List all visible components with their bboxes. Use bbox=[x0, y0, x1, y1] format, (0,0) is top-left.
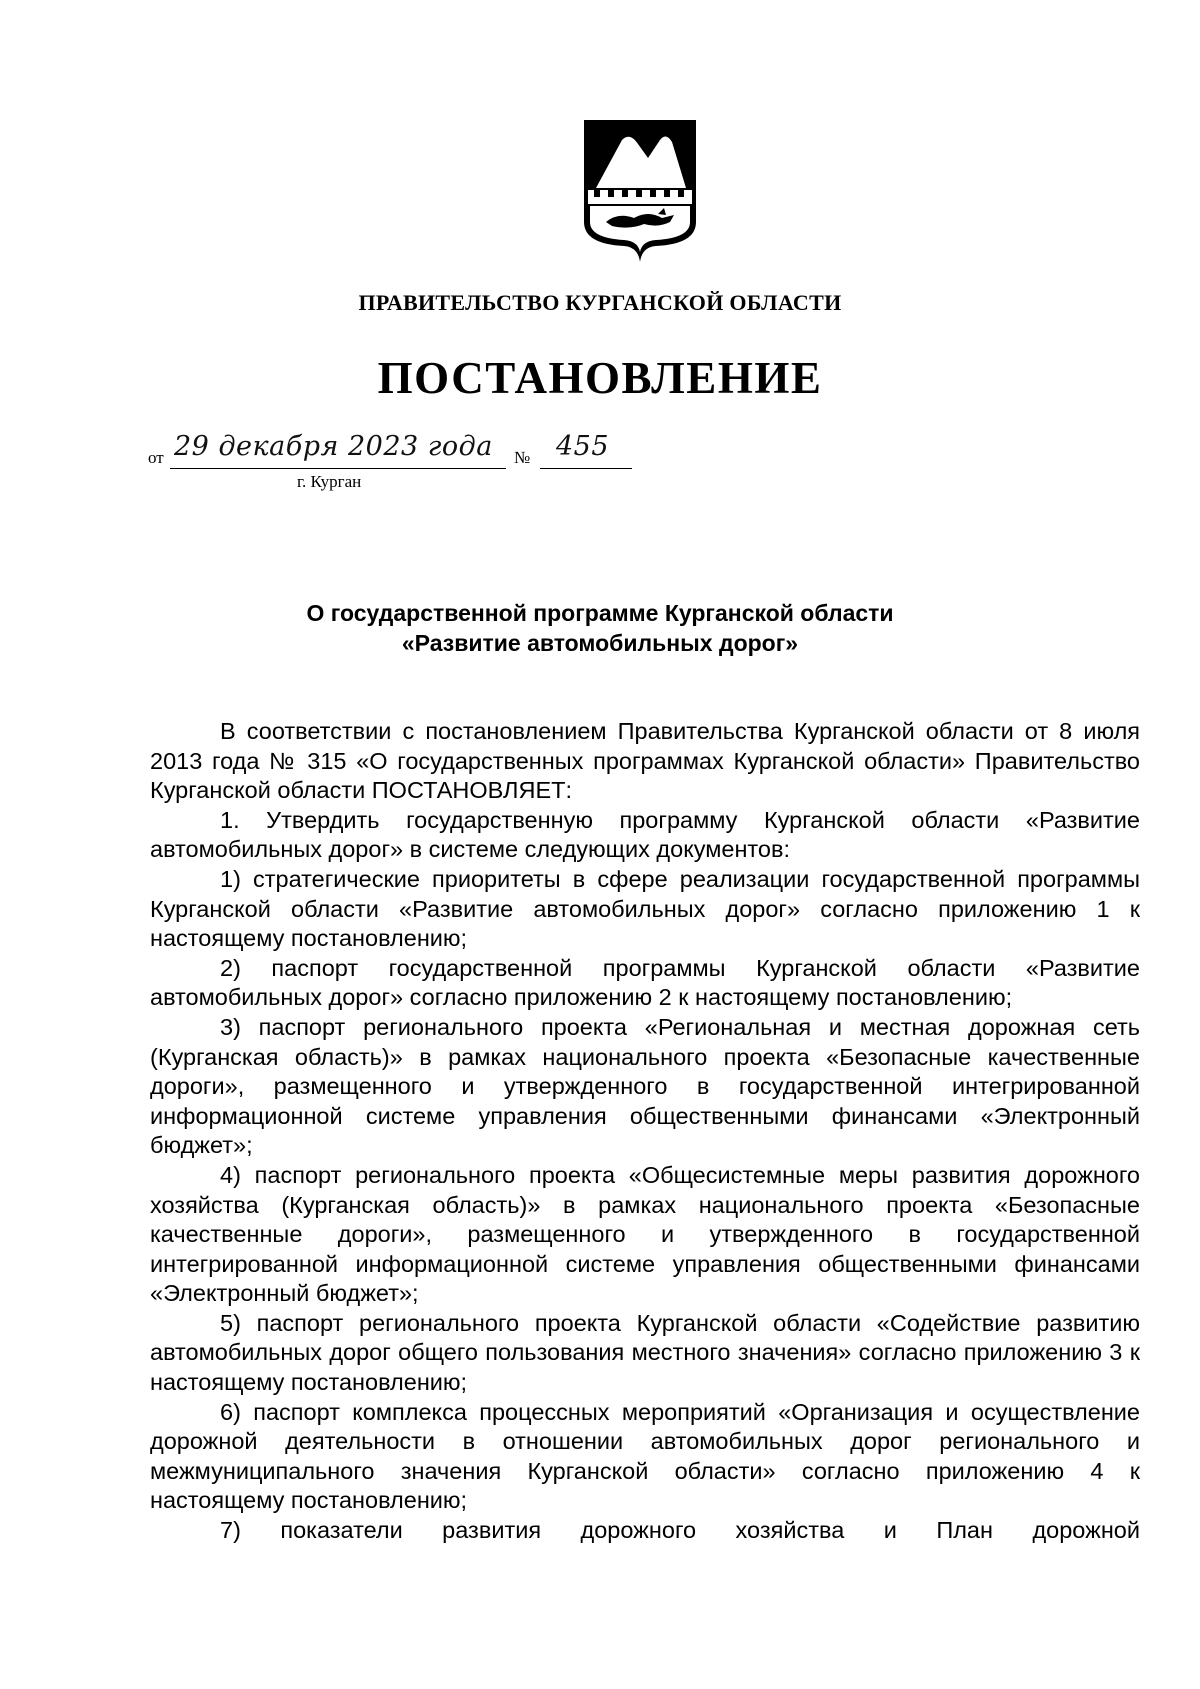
document-type-title: ПОСТАНОВЛЕНИЕ bbox=[377, 353, 823, 403]
paragraph-subitem-6: 6) паспорт комплекса процессных мероприятий «Организация и осуществление дорожной деятельности в отношении автомобильных дорог регионального и межмуниципального значения Курганской области» согласно приложению 4 к настоящему постановлению; bbox=[150, 1398, 1140, 1514]
city-label: г. Курган bbox=[297, 472, 362, 491]
document-body bbox=[150, 717, 1140, 1546]
number-underline bbox=[540, 468, 632, 469]
date-underline bbox=[170, 468, 506, 469]
subject-line-1: О государственной программе Курганской области bbox=[306, 600, 894, 626]
handwritten-number: 455 bbox=[556, 431, 610, 462]
paragraph-subitem-2: 2) паспорт государственной программы Курганской области «Развитие автомобильных дорог» согласно приложению 2 к настоящему постановлению; bbox=[150, 954, 1140, 1011]
document-subject bbox=[0, 598, 1200, 658]
coat-of-arms-icon bbox=[582, 118, 698, 264]
from-label: от bbox=[148, 448, 164, 467]
subject-line-2: «Развитие автомобильных дорог» bbox=[401, 630, 799, 656]
paragraph-preamble: В соответствии с постановлением Правительства Курганской области от 8 июля 2013 года № 315 «О государственных программах Курганской области» Правительство Курганской области ПОСТАНОВЛЯЕТ: bbox=[150, 718, 1140, 804]
handwritten-date: 29 декабря 2023 года bbox=[174, 431, 493, 462]
date-number-line bbox=[148, 432, 668, 472]
paragraph-subitem-7: 7) показатели развития дорожного хозяйства и План дорожной bbox=[220, 1517, 1140, 1544]
paragraph-subitem-3: 3) паспорт регионального проекта «Региональная и местная дорожная сеть (Курганская область)» в рамках национального проекта «Безопасные качественные дороги», размещенного и утвержденного в государственной интегрированной информационной системе управления общественными финансами «Электронный бюджет»; bbox=[150, 1013, 1140, 1159]
number-label: № bbox=[514, 448, 531, 467]
government-name: ПРАВИТЕЛЬСТВО КУРГАНСКОЙ ОБЛАСТИ bbox=[358, 290, 842, 315]
paragraph-subitem-4: 4) паспорт регионального проекта «Общесистемные меры развития дорожного хозяйства (Курганская область)» в рамках национального проекта «Безопасные качественные дороги», размещенного и утвержденного в государственной интегрированной информационной системе управления общественными финансами «Электронный бюджет»; bbox=[150, 1161, 1140, 1307]
paragraph-subitem-5: 5) паспорт регионального проекта Курганской области «Содействие развитию автомобильных дорог общего пользования местного значения» согласно приложению 3 к настоящему постановлению; bbox=[150, 1309, 1140, 1396]
paragraph-subitem-1: 1) стратегические приоритеты в сфере реализации государственной программы Курганской области «Развитие автомобильных дорог» согласно приложению 1 к настоящему постановлению; bbox=[150, 865, 1140, 952]
paragraph-item-1: 1. Утвердить государственную программу Курганской области «Развитие автомобильных дорог» в системе следующих документов: bbox=[150, 806, 1140, 863]
